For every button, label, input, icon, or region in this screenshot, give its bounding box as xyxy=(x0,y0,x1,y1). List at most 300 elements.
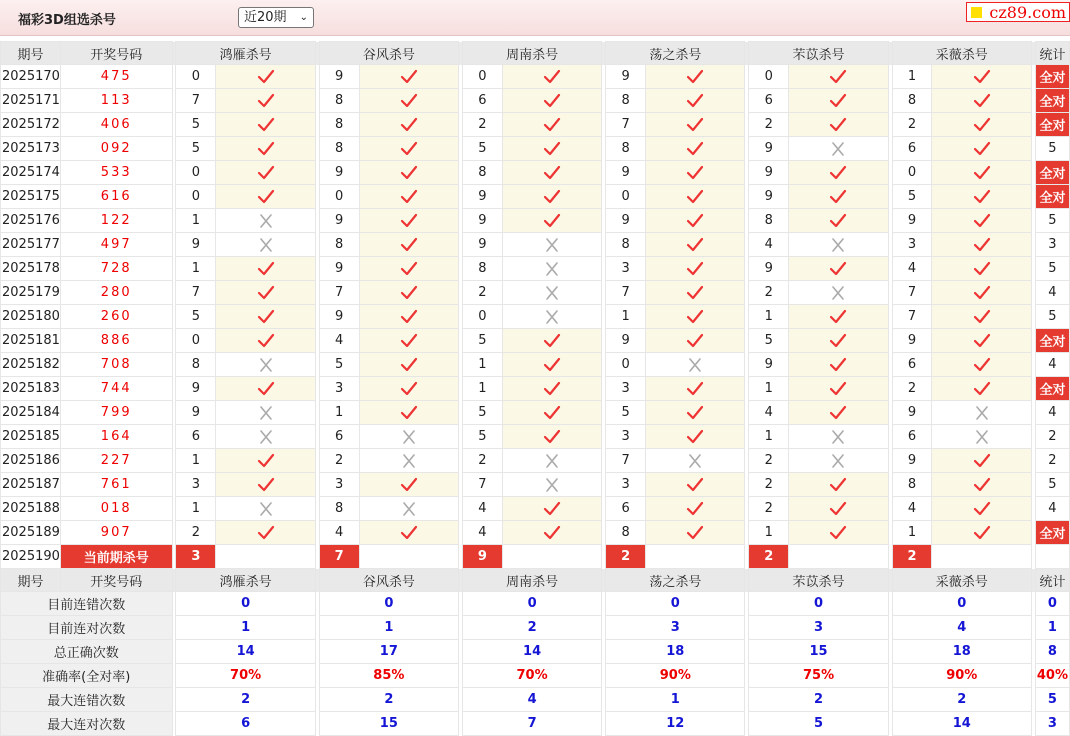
kill-number: 1 xyxy=(462,377,502,401)
cross-icon xyxy=(543,285,561,301)
hit-result xyxy=(645,401,744,425)
current-kill-label: 当前期杀号 xyxy=(60,545,172,569)
stats-value: 4 xyxy=(462,688,601,712)
hit-result xyxy=(502,449,601,473)
kill-number: 9 xyxy=(749,137,789,161)
check-icon xyxy=(973,501,991,517)
hit-result xyxy=(502,137,601,161)
kill-number: 2 xyxy=(749,113,789,137)
check-icon xyxy=(686,261,704,277)
kill-number: 7 xyxy=(606,281,646,305)
row-stat: 5 xyxy=(1035,305,1069,329)
check-icon xyxy=(400,309,418,325)
hit-result xyxy=(645,161,744,185)
kill-number: 7 xyxy=(892,281,932,305)
stats-value: 15 xyxy=(319,712,458,736)
check-icon xyxy=(829,93,847,109)
draw-number: 122 xyxy=(60,209,172,233)
kill-number: 8 xyxy=(176,353,216,377)
hit-result xyxy=(216,89,315,113)
row-stat: 全对 xyxy=(1035,329,1069,353)
check-icon xyxy=(973,381,991,397)
issue-number: 2025172 xyxy=(1,113,61,137)
table-row xyxy=(1,89,1070,113)
kill-number: 6 xyxy=(462,89,502,113)
hit-result xyxy=(645,497,744,521)
check-icon xyxy=(973,261,991,277)
stats-total: 5 xyxy=(1035,688,1069,712)
hit-result xyxy=(216,329,315,353)
hit-result xyxy=(359,185,458,209)
check-icon xyxy=(973,309,991,325)
stats-label: 最大连对次数 xyxy=(1,712,173,736)
hit-result xyxy=(645,377,744,401)
header-issue: 期号 xyxy=(1,569,61,592)
hit-result xyxy=(645,65,744,89)
kill-number: 5 xyxy=(462,425,502,449)
draw-number: 533 xyxy=(60,161,172,185)
cross-icon xyxy=(829,453,847,469)
row-stat: 全对 xyxy=(1035,65,1069,89)
hit-result xyxy=(216,353,315,377)
hit-result xyxy=(789,401,888,425)
stats-value: 14 xyxy=(892,712,1031,736)
kill-number: 9 xyxy=(319,305,359,329)
kill-number: 9 xyxy=(749,353,789,377)
hit-result xyxy=(932,281,1031,305)
table-row xyxy=(1,353,1070,377)
hit-result xyxy=(789,377,888,401)
kill-number: 2 xyxy=(749,449,789,473)
check-icon xyxy=(686,381,704,397)
check-icon xyxy=(543,117,561,133)
kill-number: 9 xyxy=(319,257,359,281)
check-icon xyxy=(829,477,847,493)
empty-cell xyxy=(932,545,1031,569)
row-stat: 4 xyxy=(1035,401,1069,425)
hit-result xyxy=(359,329,458,353)
row-stat: 全对 xyxy=(1035,377,1069,401)
issue-number: 2025186 xyxy=(1,449,61,473)
hit-result xyxy=(789,113,888,137)
stats-value: 18 xyxy=(892,640,1031,664)
hit-result xyxy=(789,497,888,521)
check-icon xyxy=(829,501,847,517)
kill-number: 8 xyxy=(319,113,359,137)
table-row xyxy=(1,161,1070,185)
row-stat: 全对 xyxy=(1035,185,1069,209)
hit-result xyxy=(645,305,744,329)
kill-number: 0 xyxy=(462,65,502,89)
kill-number: 1 xyxy=(892,65,932,89)
stats-total: 40% xyxy=(1035,664,1069,688)
table-row xyxy=(1,425,1070,449)
kill-number: 5 xyxy=(749,329,789,353)
hit-result xyxy=(359,449,458,473)
check-icon xyxy=(686,405,704,421)
header-expert: 采薇杀号 xyxy=(892,569,1031,592)
row-stat: 4 xyxy=(1035,281,1069,305)
period-select[interactable] xyxy=(238,7,314,28)
hit-result xyxy=(789,305,888,329)
check-icon xyxy=(543,429,561,445)
hit-result xyxy=(932,233,1031,257)
check-icon xyxy=(543,501,561,517)
kill-number: 2 xyxy=(749,497,789,521)
issue-number: 2025188 xyxy=(1,497,61,521)
cross-icon xyxy=(400,453,418,469)
hit-result xyxy=(359,497,458,521)
hit-result xyxy=(645,233,744,257)
check-icon xyxy=(973,453,991,469)
kill-number: 2 xyxy=(462,449,502,473)
table-header-row xyxy=(1,42,1070,65)
hit-result xyxy=(932,329,1031,353)
hit-result xyxy=(359,353,458,377)
draw-number: 018 xyxy=(60,497,172,521)
site-logo[interactable] xyxy=(966,2,1070,22)
kill-number: 6 xyxy=(749,89,789,113)
hit-result xyxy=(359,257,458,281)
kill-number: 8 xyxy=(749,209,789,233)
stats-value: 3 xyxy=(606,616,745,640)
kill-number: 7 xyxy=(176,281,216,305)
cross-icon xyxy=(829,429,847,445)
check-icon xyxy=(543,357,561,373)
stats-value: 85% xyxy=(319,664,458,688)
table-row xyxy=(1,113,1070,137)
check-icon xyxy=(400,93,418,109)
cross-icon xyxy=(829,237,847,253)
stats-value: 0 xyxy=(319,592,458,616)
check-icon xyxy=(829,525,847,541)
header-stat: 统计 xyxy=(1035,42,1069,65)
issue-number: 2025178 xyxy=(1,257,61,281)
check-icon xyxy=(973,165,991,181)
kill-number: 4 xyxy=(749,233,789,257)
check-icon xyxy=(257,381,275,397)
issue-number: 2025170 xyxy=(1,65,61,89)
stats-value: 14 xyxy=(462,640,601,664)
issue-number: 2025190 xyxy=(1,545,61,569)
kill-number: 1 xyxy=(176,257,216,281)
check-icon xyxy=(686,237,704,253)
row-stat: 全对 xyxy=(1035,113,1069,137)
check-icon xyxy=(400,405,418,421)
issue-number: 2025184 xyxy=(1,401,61,425)
hit-result xyxy=(216,305,315,329)
check-icon xyxy=(686,477,704,493)
hit-result xyxy=(359,401,458,425)
cross-icon xyxy=(257,237,275,253)
check-icon xyxy=(543,93,561,109)
stats-total: 1 xyxy=(1035,616,1069,640)
check-icon xyxy=(686,525,704,541)
hit-result xyxy=(216,185,315,209)
kill-number: 7 xyxy=(606,113,646,137)
hit-result xyxy=(932,257,1031,281)
kill-number: 9 xyxy=(176,377,216,401)
check-icon xyxy=(257,189,275,205)
cross-icon xyxy=(257,405,275,421)
check-icon xyxy=(257,165,275,181)
kill-number: 3 xyxy=(892,233,932,257)
kill-number: 2 xyxy=(462,281,502,305)
check-icon xyxy=(400,237,418,253)
stats-value: 7 xyxy=(462,712,601,736)
hit-result xyxy=(216,377,315,401)
row-stat: 4 xyxy=(1035,353,1069,377)
hit-result xyxy=(359,281,458,305)
check-icon xyxy=(257,333,275,349)
hit-result xyxy=(502,209,601,233)
hit-result xyxy=(502,113,601,137)
hit-result xyxy=(502,497,601,521)
hit-result xyxy=(216,233,315,257)
check-icon xyxy=(400,525,418,541)
kill-number: 8 xyxy=(462,161,502,185)
check-icon xyxy=(973,93,991,109)
check-icon xyxy=(543,213,561,229)
cross-icon xyxy=(829,141,847,157)
draw-number: 280 xyxy=(60,281,172,305)
check-icon xyxy=(543,165,561,181)
kill-number: 1 xyxy=(749,521,789,545)
kill-number: 9 xyxy=(749,185,789,209)
kill-number: 0 xyxy=(892,161,932,185)
check-icon xyxy=(829,333,847,349)
issue-number: 2025187 xyxy=(1,473,61,497)
check-icon xyxy=(686,333,704,349)
kill-number: 8 xyxy=(319,497,359,521)
kill-number: 9 xyxy=(892,401,932,425)
empty-cell xyxy=(359,545,458,569)
check-icon xyxy=(543,405,561,421)
hit-result xyxy=(359,65,458,89)
cross-icon xyxy=(257,429,275,445)
stats-value: 70% xyxy=(176,664,315,688)
draw-number: 113 xyxy=(60,89,172,113)
draw-number: 092 xyxy=(60,137,172,161)
period-select-value: 近20期 xyxy=(244,10,287,25)
hit-result xyxy=(645,89,744,113)
header-draw: 开奖号码 xyxy=(60,569,172,592)
hit-result xyxy=(645,449,744,473)
hit-result xyxy=(502,329,601,353)
kill-number: 9 xyxy=(892,209,932,233)
table-row xyxy=(1,185,1070,209)
hit-result xyxy=(502,353,601,377)
stats-value: 2 xyxy=(749,688,888,712)
issue-number: 2025174 xyxy=(1,161,61,185)
table-row xyxy=(1,329,1070,353)
row-stat: 4 xyxy=(1035,497,1069,521)
current-kill-number: 7 xyxy=(319,545,359,569)
stats-total: 0 xyxy=(1035,592,1069,616)
cross-icon xyxy=(829,285,847,301)
current-kill-number: 9 xyxy=(462,545,502,569)
hit-result xyxy=(502,401,601,425)
check-icon xyxy=(973,189,991,205)
draw-number: 744 xyxy=(60,377,172,401)
draw-number: 164 xyxy=(60,425,172,449)
stats-value: 12 xyxy=(606,712,745,736)
empty-cell xyxy=(789,545,888,569)
check-icon xyxy=(686,501,704,517)
issue-number: 2025173 xyxy=(1,137,61,161)
header-expert: 谷风杀号 xyxy=(319,42,458,65)
stats-total: 3 xyxy=(1035,712,1069,736)
kill-number: 4 xyxy=(462,497,502,521)
issue-number: 2025181 xyxy=(1,329,61,353)
header-expert: 谷风杀号 xyxy=(319,569,458,592)
draw-number: 475 xyxy=(60,65,172,89)
header-expert: 鸿雁杀号 xyxy=(176,42,315,65)
kill-number: 1 xyxy=(462,353,502,377)
draw-number: 260 xyxy=(60,305,172,329)
hit-result xyxy=(932,65,1031,89)
hit-result xyxy=(359,425,458,449)
check-icon xyxy=(829,165,847,181)
empty-cell xyxy=(645,545,744,569)
cross-icon xyxy=(686,357,704,373)
stats-row xyxy=(1,640,1070,664)
check-icon xyxy=(686,309,704,325)
kill-number: 5 xyxy=(462,329,502,353)
check-icon xyxy=(686,189,704,205)
check-icon xyxy=(829,261,847,277)
check-icon xyxy=(257,309,275,325)
kill-number: 1 xyxy=(319,401,359,425)
cross-icon xyxy=(543,237,561,253)
stats-label: 最大连错次数 xyxy=(1,688,173,712)
check-icon xyxy=(543,381,561,397)
hit-result xyxy=(502,425,601,449)
check-icon xyxy=(257,525,275,541)
check-icon xyxy=(400,189,418,205)
check-icon xyxy=(973,477,991,493)
stats-label: 目前连对次数 xyxy=(1,616,173,640)
stats-value: 2 xyxy=(462,616,601,640)
row-stat: 2 xyxy=(1035,425,1069,449)
stats-row xyxy=(1,712,1070,736)
check-icon xyxy=(686,93,704,109)
hit-result xyxy=(502,161,601,185)
check-icon xyxy=(686,69,704,85)
hit-result xyxy=(645,329,744,353)
kill-number: 5 xyxy=(462,137,502,161)
current-kill-number: 2 xyxy=(749,545,789,569)
hit-result xyxy=(932,113,1031,137)
check-icon xyxy=(829,309,847,325)
issue-number: 2025179 xyxy=(1,281,61,305)
kill-number: 5 xyxy=(176,305,216,329)
stats-value: 70% xyxy=(462,664,601,688)
draw-number: 227 xyxy=(60,449,172,473)
check-icon xyxy=(257,477,275,493)
check-icon xyxy=(400,69,418,85)
stats-total: 8 xyxy=(1035,640,1069,664)
stats-value: 0 xyxy=(176,592,315,616)
hit-result xyxy=(359,89,458,113)
check-icon xyxy=(973,69,991,85)
kill-number: 5 xyxy=(892,185,932,209)
row-stat: 5 xyxy=(1035,473,1069,497)
row-stat: 全对 xyxy=(1035,161,1069,185)
hit-result xyxy=(359,377,458,401)
draw-number: 708 xyxy=(60,353,172,377)
hit-result xyxy=(789,89,888,113)
kill-number: 0 xyxy=(176,161,216,185)
hit-result xyxy=(359,209,458,233)
kill-number: 9 xyxy=(892,329,932,353)
kill-number: 3 xyxy=(319,377,359,401)
kill-number: 9 xyxy=(462,233,502,257)
hit-result xyxy=(932,161,1031,185)
table-row xyxy=(1,233,1070,257)
kill-number: 0 xyxy=(606,353,646,377)
row-stat: 5 xyxy=(1035,209,1069,233)
kill-number: 0 xyxy=(176,185,216,209)
row-stat: 3 xyxy=(1035,233,1069,257)
chevron-down-icon: ⌄ xyxy=(299,12,308,23)
hit-result xyxy=(789,521,888,545)
check-icon xyxy=(686,429,704,445)
check-icon xyxy=(257,117,275,133)
row-stat: 5 xyxy=(1035,137,1069,161)
kill-number: 0 xyxy=(176,65,216,89)
issue-number: 2025177 xyxy=(1,233,61,257)
hit-result xyxy=(789,425,888,449)
hit-result xyxy=(932,473,1031,497)
kill-number: 6 xyxy=(892,353,932,377)
hit-result xyxy=(645,425,744,449)
kill-number: 0 xyxy=(606,185,646,209)
stats-value: 15 xyxy=(749,640,888,664)
current-period-row xyxy=(1,545,1070,569)
logo-text: cz89.com xyxy=(989,3,1066,22)
stats-value: 75% xyxy=(749,664,888,688)
kill-number: 7 xyxy=(606,449,646,473)
hit-result xyxy=(216,449,315,473)
stats-value: 0 xyxy=(892,592,1031,616)
hit-result xyxy=(645,473,744,497)
check-icon xyxy=(257,285,275,301)
hit-result xyxy=(932,521,1031,545)
check-icon xyxy=(400,213,418,229)
cross-icon xyxy=(543,309,561,325)
stats-value: 90% xyxy=(892,664,1031,688)
stats-value: 2 xyxy=(892,688,1031,712)
kill-number: 3 xyxy=(606,425,646,449)
issue-number: 2025182 xyxy=(1,353,61,377)
kill-number: 6 xyxy=(606,497,646,521)
hit-result xyxy=(502,281,601,305)
check-icon xyxy=(829,69,847,85)
kill-number: 9 xyxy=(319,161,359,185)
kill-number: 2 xyxy=(749,473,789,497)
check-icon xyxy=(686,141,704,157)
stats-value: 18 xyxy=(606,640,745,664)
issue-number: 2025185 xyxy=(1,425,61,449)
kill-number: 3 xyxy=(606,257,646,281)
kill-number: 9 xyxy=(749,257,789,281)
current-kill-number: 2 xyxy=(892,545,932,569)
row-stat: 全对 xyxy=(1035,521,1069,545)
stats-label: 总正确次数 xyxy=(1,640,173,664)
header-expert: 芣苡杀号 xyxy=(749,42,888,65)
hit-result xyxy=(216,497,315,521)
